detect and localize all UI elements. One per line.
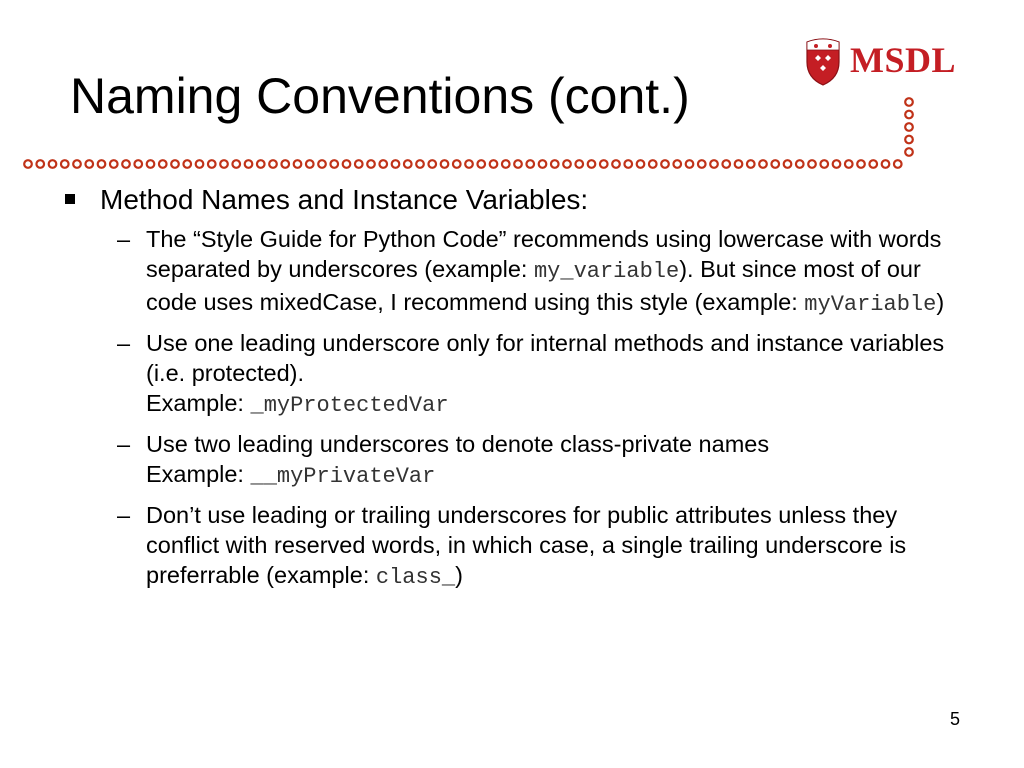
decorative-dot [905, 148, 913, 156]
decorative-dot [404, 160, 412, 168]
decorative-dot [98, 160, 106, 168]
decorative-dot [905, 123, 913, 131]
sub-bullet-4 [60, 500, 956, 593]
bullet-heading-text: Method Names and Instance Variables: [100, 184, 589, 215]
decorative-dot [905, 136, 913, 144]
code-snippet: _myProtectedVar [250, 393, 449, 418]
dash-bullet-icon: – [117, 226, 131, 252]
decorative-dot [330, 160, 338, 168]
decorative-dot [294, 160, 302, 168]
decorative-dot [392, 160, 400, 168]
decorative-dot [257, 160, 265, 168]
decorative-dot [245, 160, 253, 168]
decorative-dot [845, 160, 853, 168]
sub-bullet-text: ) [455, 562, 463, 588]
bullet-heading [60, 182, 960, 218]
sub-bullet-3 [60, 429, 956, 492]
decorative-dot [318, 160, 326, 168]
decorative-dot [551, 160, 559, 168]
decorative-dot [882, 160, 890, 168]
decorative-dot [36, 160, 44, 168]
decorative-dot [49, 160, 57, 168]
decorative-dot [122, 160, 130, 168]
decorative-dot [220, 160, 228, 168]
sub-bullet-text: Use one leading underscore only for internal methods and instance variables (i.e. protected). [146, 330, 945, 386]
decorative-dot [784, 160, 792, 168]
sub-bullet-text: Don’t use leading or trailing underscores for public attributes unless they conflict with reserved words, in which case, a single trailing underscore is preferrable (example: [146, 502, 907, 588]
code-snippet: my_variable [533, 259, 680, 284]
crest-icon [803, 36, 843, 86]
code-snippet: myVariable [804, 292, 937, 317]
slide-content [60, 182, 960, 601]
decorative-dot [735, 160, 743, 168]
decorative-dot [110, 160, 118, 168]
decorative-dot [416, 160, 424, 168]
decorative-dot [894, 160, 902, 168]
sub-bullet-text: Use two leading underscores to denote class-private names [146, 431, 770, 457]
slide-title: Naming Conventions (cont.) [70, 68, 690, 124]
sub-bullet-text: Example: [146, 390, 251, 416]
sub-bullet-text: The “Style Guide for Python Code” recommends using lowercase with words separated by underscores (example: [146, 226, 942, 282]
decorative-dot [208, 160, 216, 168]
code-snippet: __myPrivateVar [250, 464, 436, 489]
decorative-dot [820, 160, 828, 168]
decorative-dot [673, 160, 681, 168]
decorative-dot [306, 160, 314, 168]
decorative-dot [24, 160, 32, 168]
decorative-dot [281, 160, 289, 168]
decorative-dot [171, 160, 179, 168]
sub-bullet-text: ). But since most of our code uses mixedCase, I recommend using this style (example: [146, 256, 921, 315]
logo-text: MSDL [850, 40, 957, 80]
decorative-dot [796, 160, 804, 168]
decorative-dot [808, 160, 816, 168]
sub-bullet-2 [60, 328, 956, 421]
sub-bullet-1 [60, 224, 956, 320]
decorative-dot [575, 160, 583, 168]
decorative-dot [698, 160, 706, 168]
dash-bullet-icon: – [117, 502, 131, 528]
decorative-dot [490, 160, 498, 168]
decorative-dot [905, 98, 913, 106]
decorative-dot [612, 160, 620, 168]
decorative-dot [833, 160, 841, 168]
decorative-dot [453, 160, 461, 168]
decorative-dot [857, 160, 865, 168]
decorative-dot [905, 111, 913, 119]
decorative-dot [85, 160, 93, 168]
sub-bullet-text: ) [936, 289, 945, 315]
sub-bullet-text: Example: [146, 461, 251, 487]
decorative-dot [428, 160, 436, 168]
decorative-dot [73, 160, 81, 168]
decorative-dot [710, 160, 718, 168]
decorative-dot [649, 160, 657, 168]
square-bullet-icon [65, 194, 75, 204]
decorative-dot [232, 160, 240, 168]
decorative-dot [526, 160, 534, 168]
code-snippet: class_ [375, 565, 456, 590]
decorative-dot [159, 160, 167, 168]
decorative-dot [502, 160, 510, 168]
decorative-dot [183, 160, 191, 168]
decorative-dot [355, 160, 363, 168]
decorative-dot [759, 160, 767, 168]
decorative-dot [747, 160, 755, 168]
decorative-dot [722, 160, 730, 168]
decorative-dot [379, 160, 387, 168]
msdl-logo [803, 34, 993, 88]
decorative-dot [147, 160, 155, 168]
decorative-dot [624, 160, 632, 168]
decorative-dot [686, 160, 694, 168]
decorative-dot [514, 160, 522, 168]
decorative-dot [441, 160, 449, 168]
decorative-dot [477, 160, 485, 168]
decorative-dot [367, 160, 375, 168]
decorative-dot [465, 160, 473, 168]
page-number: 5 [950, 709, 961, 729]
decorative-dot [600, 160, 608, 168]
decorative-dot [661, 160, 669, 168]
decorative-dot [539, 160, 547, 168]
decorative-dot [588, 160, 596, 168]
dash-bullet-icon: – [117, 330, 131, 356]
decorative-dot [196, 160, 204, 168]
decorative-dot [269, 160, 277, 168]
decorative-dot [869, 160, 877, 168]
decorative-dot [134, 160, 142, 168]
dash-bullet-icon: – [117, 431, 131, 457]
decorative-dot [637, 160, 645, 168]
decorative-dot [343, 160, 351, 168]
decorative-dot [61, 160, 69, 168]
decorative-dot [563, 160, 571, 168]
decorative-dot [771, 160, 779, 168]
